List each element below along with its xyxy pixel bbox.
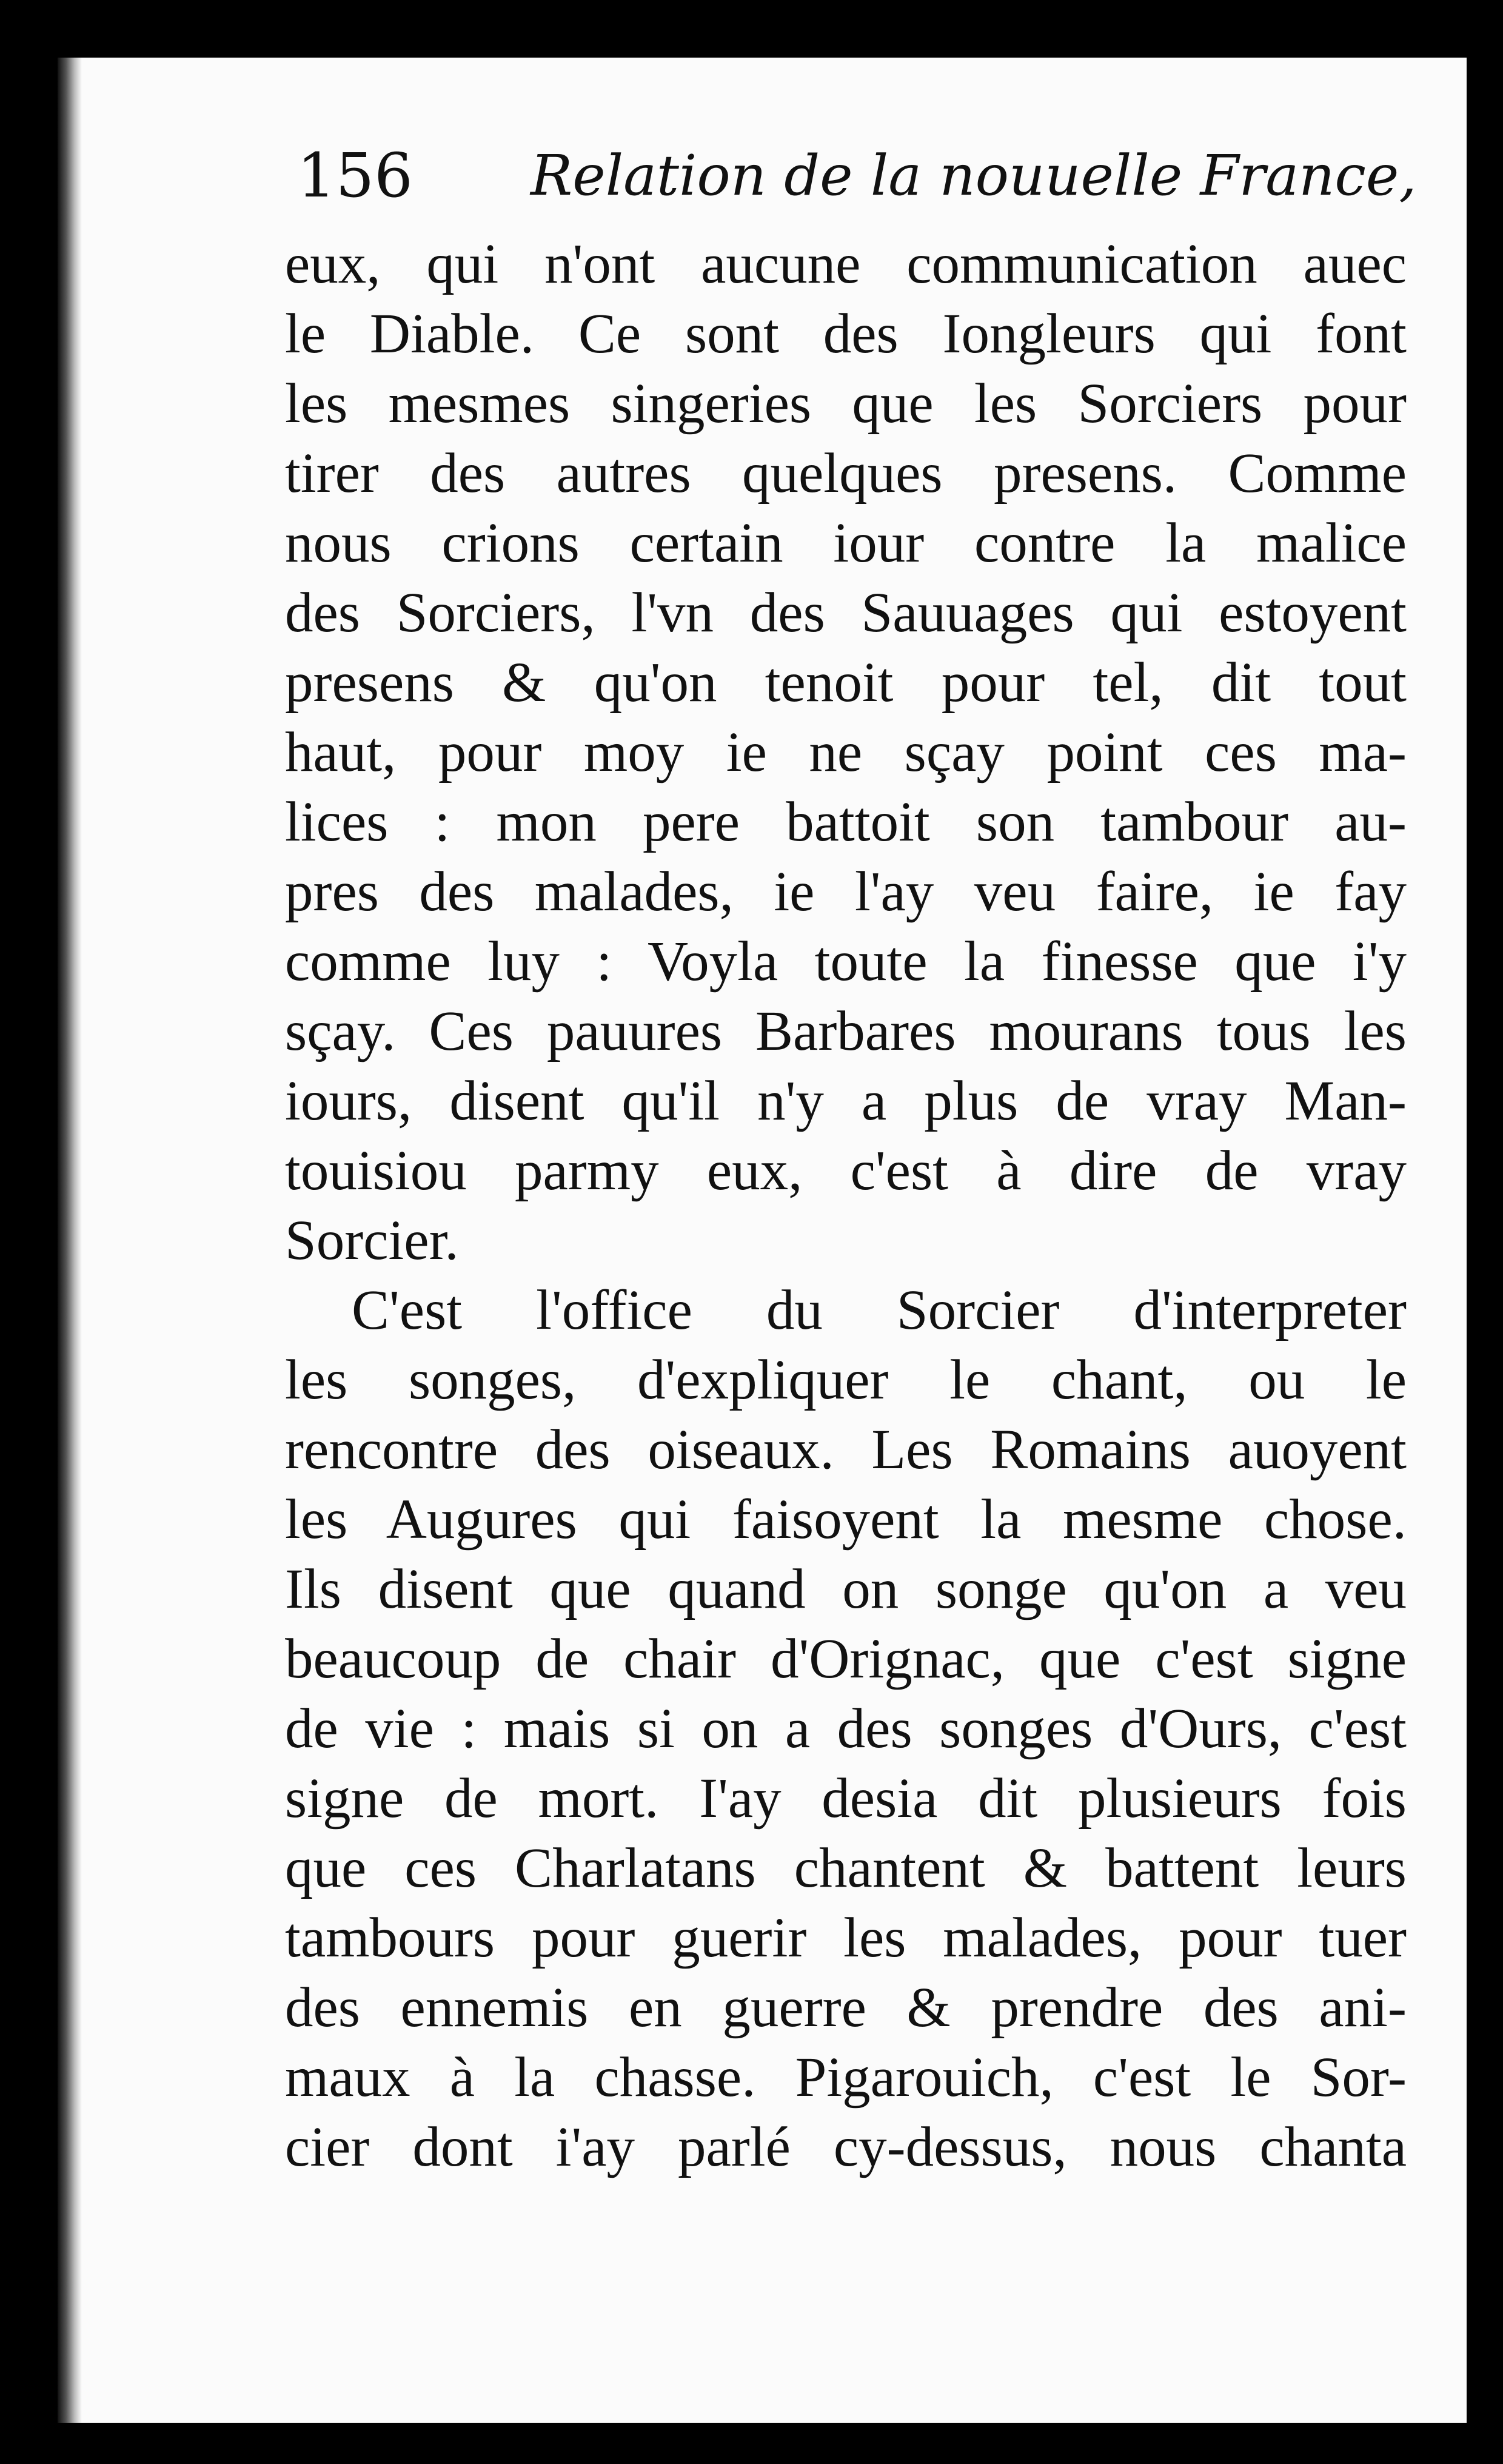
scan-border-right <box>1467 0 1503 2464</box>
text-line: que ces Charlatans chantent & battent leurs <box>285 1837 1407 1899</box>
text-line: touisiou parmy eux, c'est à dire de vray <box>285 1140 1407 1202</box>
text-line: le Diable. Ce sont des Iongleurs qui font <box>285 303 1407 365</box>
text-line: pres des malades, ie l'ay veu faire, ie fay <box>285 861 1407 923</box>
text-line: comme luy : Voyla toute la finesse que i'y <box>285 930 1407 993</box>
text-line: signe de mort. I'ay desia dit plusieurs fois <box>285 1767 1407 1830</box>
page-number: 156 <box>297 140 413 211</box>
paragraph-start-line: C'est l'office du Sorcier d'interpreter <box>352 1279 1407 1341</box>
text-line: presens & qu'on tenoit pour tel, dit tout <box>285 651 1407 714</box>
text-line: nous crions certain iour contre la malice <box>285 512 1407 574</box>
text-line: tirer des autres quelques presens. Comme <box>285 442 1407 505</box>
text-line: haut, pour moy ie ne sçay point ces ma- <box>285 721 1407 784</box>
text-line: des ennemis en guerre & prendre des ani- <box>285 1976 1407 2039</box>
text-line: les Augures qui faisoyent la mesme chose. <box>285 1488 1407 1551</box>
text-line: beaucoup de chair d'Orignac, que c'est signe <box>285 1628 1407 1690</box>
text-line: maux à la chasse. Pigarouich, c'est le Sor- <box>285 2046 1407 2109</box>
text-line: iours, disent qu'il n'y a plus de vray Man- <box>285 1070 1407 1132</box>
text-line: les songes, d'expliquer le chant, ou le <box>285 1349 1407 1411</box>
page-header <box>297 127 1417 224</box>
text-line: sçay. Ces pauures Barbares mourans tous les <box>285 1000 1407 1062</box>
text-line: rencontre des oiseaux. Les Romains auoyent <box>285 1418 1407 1481</box>
text-line: les mesmes singeries que les Sorciers pour <box>285 372 1407 435</box>
text-line: des Sorciers, l'vn des Sauuages qui estoyent <box>285 582 1407 644</box>
body-text <box>285 229 1407 2182</box>
paragraph-end-line: Sorcier. <box>285 1209 459 1272</box>
text-line: de vie : mais si on a des songes d'Ours, c'est <box>285 1697 1407 1760</box>
text-line: lices : mon pere battoit son tambour au- <box>285 791 1407 853</box>
text-line: Ils disent que quand on songe qu'on a veu <box>285 1558 1407 1620</box>
text-line: eux, qui n'ont aucune communication auec <box>285 233 1407 295</box>
running-title: Relation de la nouuelle France, <box>531 143 1417 208</box>
text-line: cier dont i'ay parlé cy-dessus, nous chanta <box>285 2116 1407 2178</box>
text-line: tambours pour guerir les malades, pour tuer <box>285 1907 1407 1969</box>
book-gutter-shadow <box>58 58 82 2423</box>
